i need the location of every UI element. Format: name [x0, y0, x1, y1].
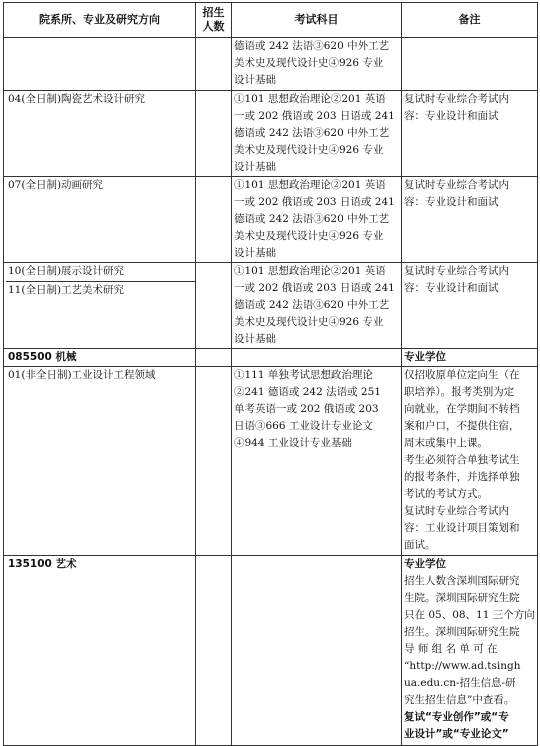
quota-cell: [196, 367, 232, 556]
exam-line: 一或 202 俄语或 203 日语或 241: [234, 196, 395, 208]
note-cell: [402, 556, 538, 746]
note-line: 容：工业设计项目策划和: [404, 522, 520, 534]
table-row-continued: [4, 38, 538, 91]
note-cell: [402, 263, 538, 349]
header-notes: 备注: [402, 3, 538, 38]
exam-line: 德语或 242 法语③620 中外工艺: [234, 127, 390, 139]
note-line: 复试时专业综合考试内: [404, 505, 509, 517]
note-line-bold: 复试“专业创作”或“专: [404, 711, 509, 723]
table-row-machinery: [4, 349, 538, 367]
note-line: 复试时专业综合考试内: [404, 265, 509, 277]
exam-line: 美术史及现代设计史④926 专业: [234, 230, 384, 242]
exam-cell: [232, 263, 402, 349]
exam-line: ②241 德语或 242 法语或 251: [234, 386, 381, 398]
note-line: 究生招生信息”中查看。: [404, 694, 515, 706]
note-title: 专业学位: [404, 558, 446, 570]
note-line: 生院。深圳国际研究生院: [404, 592, 520, 604]
exam-line: ①101 思想政治理论②201 英语: [234, 265, 386, 277]
note-line: 周末或集中上课。: [404, 437, 488, 449]
note-line: ua.edu.cn-招生信息-研: [404, 677, 516, 689]
header-quota: [196, 3, 232, 38]
exam-line: 设计基础: [234, 247, 276, 259]
exam-line: ①101 思想政治理论②201 英语: [234, 179, 386, 191]
quota-cell: [196, 177, 232, 263]
exam-line: 设计基础: [234, 161, 276, 173]
note-line: 容：专业设计和面试: [404, 110, 499, 122]
note-line: 考生必须符合单独考试生: [404, 454, 520, 466]
note-line: 职培养）。报考类别为定: [404, 386, 515, 398]
note-line: 容：专业设计和面试: [404, 282, 499, 294]
exam-cell: [232, 556, 402, 746]
note-line: 案和户口，不提供住宿，: [404, 420, 520, 432]
exam-line: 美术史及现代设计史④926 专业: [234, 316, 384, 328]
note-line: “http://www.ad.tsingh: [404, 660, 521, 672]
note-cell: [402, 367, 538, 556]
major-code-machinery: 085500 机械: [4, 349, 196, 367]
header-quota-line2: 人数: [202, 20, 225, 33]
header-exam: 考试科目: [232, 3, 402, 38]
note-line: 向就业，在学期间不转档: [404, 403, 520, 415]
note-line: 仅招收原单位定向生（在: [404, 369, 520, 381]
table-row-animation: [4, 177, 538, 263]
quota-cell: [196, 263, 232, 349]
note-cell: [402, 91, 538, 177]
exam-line: 德语或 242 法语③620 中外工艺: [234, 299, 390, 311]
note-line: 考试的考试方式。: [404, 488, 488, 500]
admissions-table: [3, 2, 538, 746]
quota-cell: [196, 556, 232, 746]
exam-line: 美术史及现代设计史④926 专业: [234, 57, 384, 69]
note-line-bold: 业设计”或“专业论文”: [404, 728, 509, 740]
direction-industrial: 01(非全日制)工业设计工程领域: [4, 367, 196, 556]
direction-ceramic: 04(全日制)陶瓷艺术设计研究: [4, 91, 196, 177]
exam-line: 美术史及现代设计史④926 专业: [234, 144, 384, 156]
exam-line: 一或 202 俄语或 203 日语或 241: [234, 282, 395, 294]
quota-cell: [196, 38, 232, 91]
note-line: 招生人数含深圳国际研究: [404, 575, 520, 587]
note-cell: [402, 177, 538, 263]
header-dept: 院系所、专业及研究方向: [4, 3, 196, 38]
exam-cell: [232, 177, 402, 263]
exam-line: 设计基础: [234, 333, 276, 345]
note-line: 复试时专业综合考试内: [404, 93, 509, 105]
table-row-display: [4, 263, 538, 349]
exam-line: 德语或 242 法语③620 中外工艺: [234, 213, 390, 225]
exam-line: ①111 单独考试思想政治理论: [234, 369, 373, 381]
direction-animation: 07(全日制)动画研究: [4, 177, 196, 263]
direction-craft: 11(全日制)工艺美术研究: [6, 281, 195, 299]
note-line: 复试时专业综合考试内: [404, 179, 509, 191]
quota-cell: [196, 91, 232, 177]
exam-cell: [232, 349, 402, 367]
exam-line: ④944 工业设计专业基础: [234, 437, 352, 449]
exam-cell: [232, 367, 402, 556]
exam-line: 一或 202 俄语或 203 日语或 241: [234, 110, 395, 122]
exam-line: 德语或 242 法语③620 中外工艺: [234, 40, 390, 52]
note-line: 面试。: [404, 539, 436, 551]
exam-line: ①101 思想政治理论②201 英语: [234, 93, 386, 105]
direction-display: 10(全日制)展示设计研究: [8, 265, 125, 277]
exam-line: 设计基础: [234, 74, 276, 86]
table-header-row: [4, 3, 538, 38]
dept-cell: [4, 38, 196, 91]
note-cell: [402, 38, 538, 91]
exam-cell: [232, 38, 402, 91]
exam-line: 单考英语一或 202 俄语或 203: [234, 403, 379, 415]
exam-cell: [232, 91, 402, 177]
exam-line: 日语③666 工业设计专业论文: [234, 420, 373, 432]
note-line: 只在 05、08、11 三个方向: [404, 609, 535, 621]
quota-cell: [196, 349, 232, 367]
header-quota-line1: 招生: [202, 6, 225, 19]
direction-display-craft: [4, 263, 196, 349]
note-line: 导 师 组 名 单 可 在: [404, 643, 498, 655]
note-line: 容：专业设计和面试: [404, 196, 499, 208]
table-row-industrial: [4, 367, 538, 556]
note-line: 的报考条件，并选择单独: [404, 471, 520, 483]
note-line: 招生。深圳国际研究生院: [404, 626, 520, 638]
note-professional-degree: 专业学位: [402, 349, 538, 367]
table-row-ceramic: [4, 91, 538, 177]
table-row-art: [4, 556, 538, 746]
major-code-art: 135100 艺术: [4, 556, 196, 746]
